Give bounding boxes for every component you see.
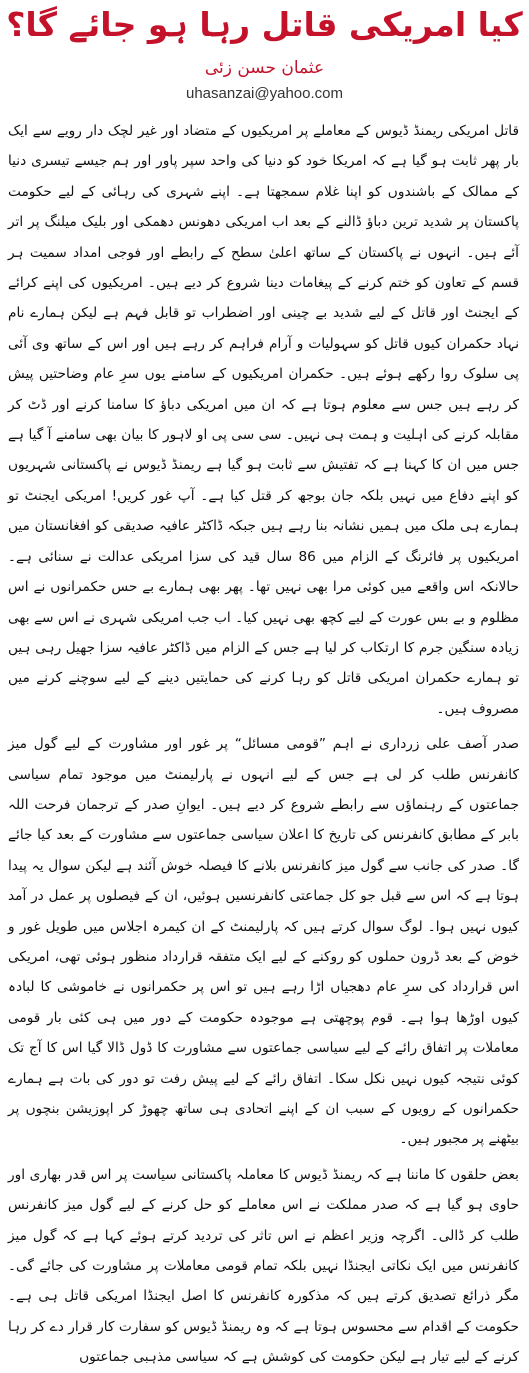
article-paragraph: صدر آصف علی زرداری نے اہم ”قومی مسائل“ پر غور اور مشاورت کے لیے گول میز کانفرنس طلب کر لی ہے جس کے لیے انہوں نے پارلیمنٹ میں موجود تمام سیاسی جماعتوں کے رہنماؤں سے رابطے شروع کر دیے ہیں۔ ایوانِ صدر کے ترجمان فرحت اللہ بابر کے مطابق کانفرنس کی تاریخ کا اعلان سیاسی جماعتوں سے مشاورت کے بعد کیا جائے گا۔ صدر کی جانب سے گول میز کانفرنس بلانے کا فیصلہ خوش آئند ہے لیکن سوال یہ پیدا ہوتا ہے کہ اس سے قبل جو کل جماعتی کانفرنسیں ہوئیں، ان کے فیصلوں پر عمل در آمد کیوں نہیں ہوا۔ لوگ سوال کرتے ہیں کہ پارلیمنٹ کے ان کیمرہ اجلاس میں طویل غور و خوض کے بعد ڈرون حملوں کو روکنے کے لیے ایک متفقہ قرارداد منظور ہوئی تھی، امریکی اس قرارداد کی سرِ عام دھجیاں اڑا رہے ہیں تو اس پر حکمرانوں نے خاموشی کا لبادہ کیوں اوڑھا ہوا ہے۔ قوم پوچھتی ہے موجودہ حکومت کے دور میں ہی کئی بار قومی معاملات پر اتفاق رائے کے لیے سیاسی جماعتوں سے مشاورت کا ڈول ڈالا گیا اس کا آج تک کوئی نتیجہ کیوں نہیں نکل سکا۔ اتفاق رائے کے لیے پیش رفت تو دور کی بات ہے ہمارے حکمرانوں کے رویوں کے سبب ان کے اپنے اتحادی ہی ساتھ چھوڑ کر اپوزیشن بنچوں پر بیٹھنے پر مجبور ہیں۔ <box>8 736 519 1148</box>
article-paragraph: قاتل امریکی ریمنڈ ڈیوس کے معاملے پر امریکیوں کے متضاد اور غیر لچک دار رویے سے ایک بار پھر ثابت ہو گیا ہے کہ امریکا خود کو دنیا کی واحد سپر پاور اور ہم جیسے تیسری دنیا کے ممالک کے باشندوں کو اپنا غلام سمجھتا ہے۔ اپنے شہری کی رہائی کے لیے حکومت پاکستان پر شدید ترین دباؤ ڈالنے کے بعد اب امریکی دھونس دھمکی اور بلیک میلنگ پر اتر آئے ہیں۔ انہوں نے پاکستان کے ساتھ اعلیٰ سطح کے رابطے اور فوجی امداد سمیت ہر قسم کے تعاون کو ختم کرنے کے پیغامات دینا شروع کر دیے ہیں۔ امریکیوں کی اپنے کرائے کے ایجنٹ اور قاتل کے لیے شدید بے چینی اور اضطراب تو قابل فہم ہے لیکن ہمارے نام نہاد حکمران کیوں قاتل کو سہولیات و آرام فراہم کر رہے ہیں اور اس کے ساتھ وی آئی پی سلوک روا رکھے ہوئے ہیں۔ حکمران امریکیوں کے سامنے یوں سرِ عام وضاحتیں پیش کر رہے ہیں جس سے معلوم ہوتا ہے کہ ان میں امریکی دباؤ کا سامنا کرنے اور ڈٹ کر مقابلہ کرنے کی اہلیت و ہمت ہی نہیں۔ سی سی پی او لاہور کا بیان بھی سامنے آ گیا ہے جس میں ان کا کہنا ہے کہ تفتیش سے ثابت ہو گیا ہے ریمنڈ ڈیوس نے پاکستانی شہریوں کو اپنے دفاع میں نہیں بلکہ جان بوجھ کر قتل کیا ہے۔ آپ غور کریں! امریکی ایجنٹ تو ہمارے ہی ملک میں ہمیں نشانہ بنا رہے ہیں جبکہ ڈاکٹر عافیہ صدیقی کو افغانستان میں امریکیوں پر فائرنگ کے الزام میں 86 سال قید کی سزا امریکی عدالت نے سنائی ہے۔ حالانکہ اس واقعے میں کوئی مرا بھی نہیں تھا۔ پھر بھی ہمارے بے حس حکمرانوں نے اس مظلوم و بے بس عورت کے لیے کچھ بھی نہیں کیا۔ اب جب امریکی شہری نے اس سے بھی زیادہ سنگین جرم کا ارتکاب کر لیا ہے جس کے الزام میں ڈاکٹر عافیہ سزا جھیل رہی ہیں تو ہمارے حکمران امریکی قاتل کو رہا کرنے کی حمایتیں دینے کے لیے سوچنے کرنے میں مصروف ہیں۔ <box>8 123 519 717</box>
author-email: uhasanzai@yahoo.com <box>186 85 343 102</box>
author-name: عثمان حسن زئی <box>204 58 325 78</box>
article-paragraph: بعض حلقوں کا ماننا ہے کہ ریمنڈ ڈیوس کا معاملہ پاکستانی سیاست پر اس قدر بھاری اور حاوی ہو گیا ہے کہ صدر مملکت نے اس معاملے کو حل کرنے کے لیے گول میز کانفرنس طلب کر ڈالی۔ اگرچہ وزیر اعظم نے اس تاثر کی تردید کرتے ہوئے کہا ہے کہ گول میز کانفرنس میں ایک نکاتی ایجنڈا نہیں بلکہ تمام قومی معاملات پر مشاورت کی جائے گی۔ مگر ذرائع تصدیق کرتے ہیں کہ مذکورہ کانفرنس کا اصل ایجنڈا امریکی قاتل ہی ہے۔ حکومت کے اقدام سے محسوس ہوتا ہے کہ وہ ریمنڈ ڈیوس کو سفارت کار قرار دے کر رہا کرنے کے لیے تیار ہے لیکن حکومت کی کوشش ہے کہ سیاسی مذہبی جماعتوں <box>8 1166 520 1366</box>
article-body <box>8 116 519 1373</box>
article-headline: کیا امریکی قاتل رہا ہو جائے گا؟ <box>6 5 523 44</box>
